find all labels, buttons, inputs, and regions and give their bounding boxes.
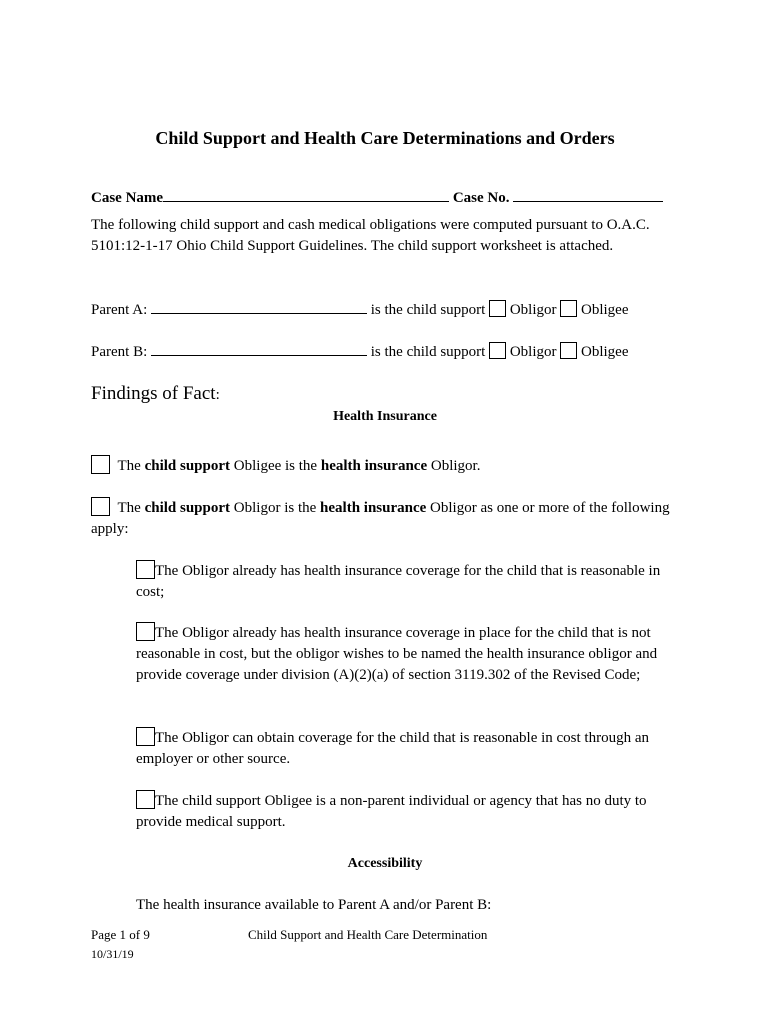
sub-item-4-checkbox[interactable] xyxy=(136,790,155,809)
accessibility-heading: Accessibility xyxy=(347,856,423,871)
sub-item-4 xyxy=(136,790,686,833)
hi-option-obligor-text: The child support Obligor is the health insurance Obligor as one or more of the following apply: xyxy=(91,500,670,537)
sub-item-2 xyxy=(136,622,686,686)
parent-b-obligor-label: Obligor xyxy=(509,344,557,360)
sub-item-2-text: The Obligor already has health insurance coverage in place for the child that is not reasonable in cost, but the obligor wishes to be named the health insurance obligor and provide coverage under division (A)(2)(a) of section 3119.302 of the Revised Code; xyxy=(136,625,658,683)
case-line xyxy=(91,186,684,209)
sub-item-3 xyxy=(136,727,684,770)
case-name-label: Case Name xyxy=(91,190,164,206)
parent-b-name-field[interactable] xyxy=(151,340,367,356)
parent-b-role-text: is the child support xyxy=(370,344,486,360)
findings-heading-text: Findings of Fact xyxy=(91,383,216,404)
parent-b-label: Parent B: xyxy=(91,344,148,360)
footer-page-number: Page 1 of 9 xyxy=(91,927,150,942)
parent-b-obligee-label: Obligee xyxy=(581,344,629,360)
sub-item-1-checkbox[interactable] xyxy=(136,560,155,579)
document-title: Child Support and Health Care Determinations and Orders xyxy=(155,128,615,148)
sub-item-3-checkbox[interactable] xyxy=(136,727,155,746)
health-insurance-heading: Health Insurance xyxy=(333,409,437,424)
parent-a-label: Parent A: xyxy=(91,302,148,318)
hi-option-obligee-text: The child support Obligee is the health insurance Obligor. xyxy=(117,458,481,474)
parent-a-obligee-label: Obligee xyxy=(581,302,629,318)
case-number-label: Case No. xyxy=(452,190,510,206)
footer-date: 10/31/19 xyxy=(91,947,134,961)
parent-a-obligor-checkbox[interactable] xyxy=(489,300,506,317)
parent-b-line xyxy=(91,340,684,363)
hi-option-obligor xyxy=(91,497,671,540)
parent-a-name-field[interactable] xyxy=(151,298,367,314)
sub-item-4-text: The child support Obligee is a non-parent individual or agency that has no duty to provide medical support. xyxy=(136,793,647,830)
footer-doc-title: Child Support and Health Care Determination xyxy=(248,927,488,942)
hi-option-obligee-checkbox[interactable] xyxy=(91,455,110,474)
findings-heading-colon: : xyxy=(215,387,220,403)
parent-b-obligee-checkbox[interactable] xyxy=(560,342,577,359)
intro-paragraph: The following child support and cash medical obligations were computed pursuant to O.A.C. 5101:12-1-17 Ohio Child Support Guidelines. The child support worksheet is attached. xyxy=(91,217,650,254)
hi-option-obligee xyxy=(91,455,691,477)
sub-item-3-text: The Obligor can obtain coverage for the child that is reasonable in cost through an employer or other source. xyxy=(136,730,650,767)
case-number-field[interactable] xyxy=(513,186,663,202)
sub-item-1-text: The Obligor already has health insurance coverage for the child that is reasonable in cost; xyxy=(136,563,661,600)
sub-item-2-checkbox[interactable] xyxy=(136,622,155,641)
case-name-field[interactable] xyxy=(163,186,449,202)
parent-a-obligor-label: Obligor xyxy=(509,302,557,318)
parent-b-obligor-checkbox[interactable] xyxy=(489,342,506,359)
accessibility-text: The health insurance available to Parent A and/or Parent B: xyxy=(136,897,492,913)
parent-a-obligee-checkbox[interactable] xyxy=(560,300,577,317)
findings-heading xyxy=(91,382,220,407)
hi-option-obligor-checkbox[interactable] xyxy=(91,497,110,516)
parent-a-role-text: is the child support xyxy=(370,302,486,318)
sub-item-1 xyxy=(136,560,686,603)
parent-a-line xyxy=(91,298,684,321)
